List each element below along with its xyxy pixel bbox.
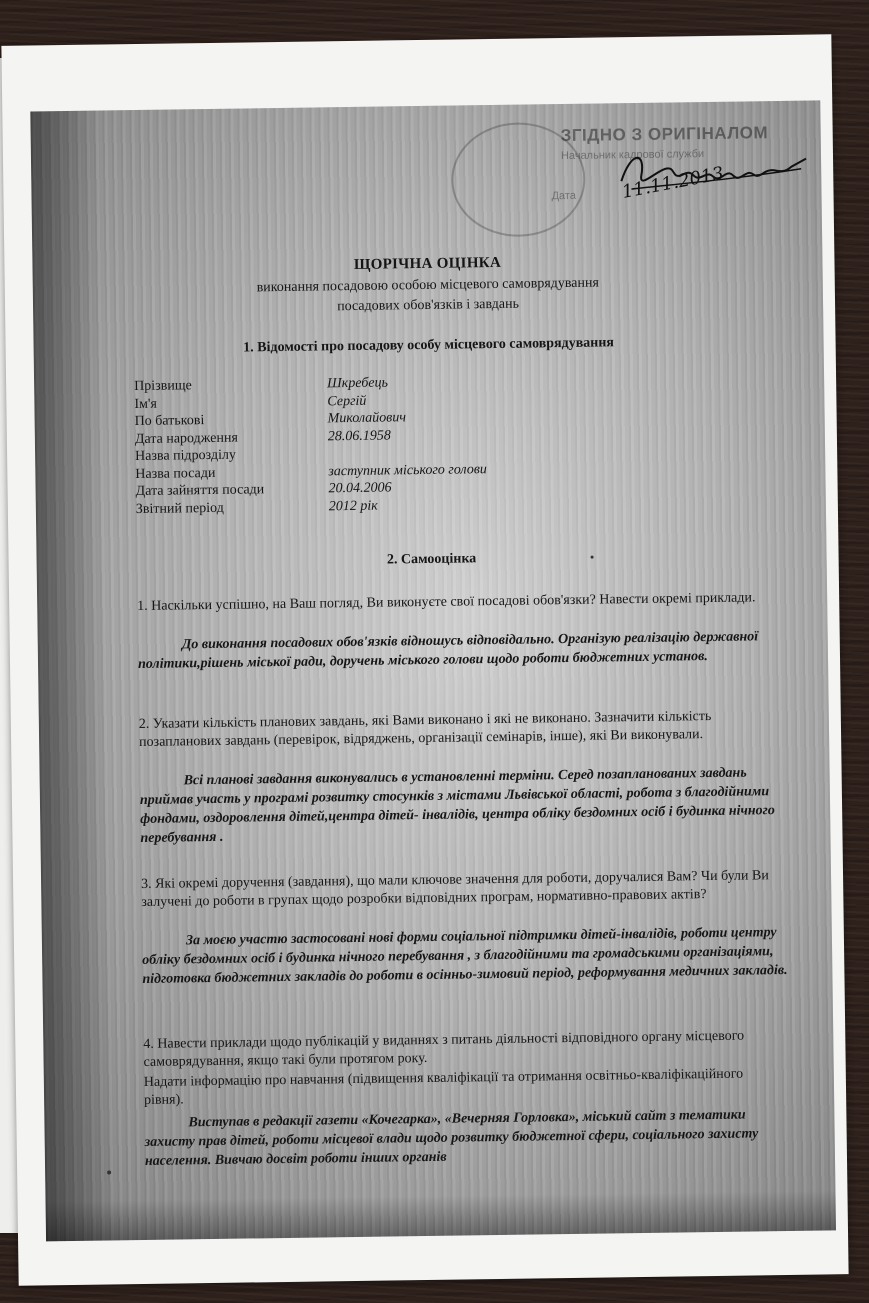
info-label: Ім'я: [134, 396, 157, 412]
paper-sheet: [1, 34, 848, 1285]
certification-stamp: [450, 109, 812, 234]
answer-2: Всі планові завдання виконувались в установленні терміни. Серед позапланованих завдань приймав участь у програмі розвитку стосунків з містами Львівської області, робота з благодійними фондами, оздоровлення дітей,центра дітей- інвалідів, центра обліку бездомних осіб і будинка нічного перебування .: [139, 765, 775, 846]
personal-info-table: [134, 369, 756, 518]
copy-shadow-bottom: [46, 1190, 836, 1241]
document-subtitle-line2: посадових обов'язків і завдань: [337, 296, 520, 315]
answer-4: Виступав в редакції газети «Кочегарка», «Вечерняя Горловка», міський сайт з тематики захисту прав дітей, роботи місцевої влади щодо розвитку бюджетної сфери, соціального захисту населення. Вивчаю досвіт роботи інших органів: [144, 1107, 759, 1169]
info-value: 2012 рік: [328, 498, 378, 514]
answer-3: За моєю участю застосовані нові форми соціальної підтримки дітей-інвалідів, роботи центру обліку бездомних осіб і будинка нічного перебування , з благодійними та громадськими організаціями, підготовка бюджетних закладів до роботи в осінньо-зимовий період, реформування медичних закладів.: [142, 925, 788, 987]
info-label: Назва посади: [135, 465, 216, 482]
copy-speck: [591, 556, 594, 559]
info-label: Звітний період: [135, 500, 224, 517]
info-value: Шкребець: [327, 375, 389, 392]
document-subtitle-line1: виконання посадовою особою місцевого самоврядування: [256, 275, 599, 296]
section1-title: 1. Відомості про посадову особу місцевого самоврядування: [243, 335, 615, 356]
info-label: Дата народження: [134, 430, 238, 447]
document-title: ЩОРІЧНА ОЦІНКА: [353, 254, 502, 273]
copy-speck: [107, 1170, 111, 1174]
stamp-date-label: Дата: [551, 189, 576, 203]
info-value: Миколайович: [327, 410, 407, 427]
info-value: Сергій: [327, 393, 367, 409]
section2-title: 2. Самооцінка: [386, 551, 477, 568]
photocopy-area: [30, 100, 836, 1241]
stamp-subtitle: Начальник кадрової служби: [560, 148, 705, 163]
stamp-title: ЗГІДНО З ОРИГІНАЛОМ: [560, 123, 769, 146]
info-label: По батькові: [134, 413, 205, 430]
question-1: 1. Наскільки успішно, на Ваш погляд, Ви виконуєте свої посадові обов'язки? Навести окремі приклади.: [137, 590, 756, 615]
info-value: 20.04.2006: [328, 480, 392, 497]
question-4: 4. Навести приклади щодо публікацій у виданнях з питань діяльності відповідного органу місцевого самоврядування, якщо такі були протягом року.: [143, 1028, 745, 1070]
info-label: Прізвище: [134, 378, 192, 395]
question-4-training: Надати інформацію про навчання (підвищення кваліфікації та отримання освітньо-кваліфікаційного рівня).: [143, 1066, 744, 1108]
question-2: 2. Указати кількість планових завдань, які Вами виконано і які не виконано. Зазначити кількість позапланових завдань (перевірок, відряджень, організації семінарів, інше), які Ви виконували.: [138, 709, 712, 750]
info-value: заступник міського голови: [328, 461, 487, 479]
info-value: 28.06.1958: [327, 427, 391, 444]
answer-1: До виконання посадових обов'язків відношусь відповідально. Організую реалізацію державної політики,рішень міської ради, доручень міського голови щодо роботи бюджетних установ.: [137, 629, 759, 673]
question-3: 3. Які окремі доручення (завдання), що мали ключове значення для роботи, доручалися Вам? Чи були Ви залучені до роботи в групах щодо розробки відповідних програм, нормативно-правових актів?: [141, 868, 769, 910]
copy-shadow-left: [30, 110, 116, 1241]
handwritten-date: 11.11.2013: [620, 163, 726, 203]
info-label: Дата зайняття посади: [135, 482, 265, 500]
info-label: Назва підрозділу: [135, 447, 237, 465]
